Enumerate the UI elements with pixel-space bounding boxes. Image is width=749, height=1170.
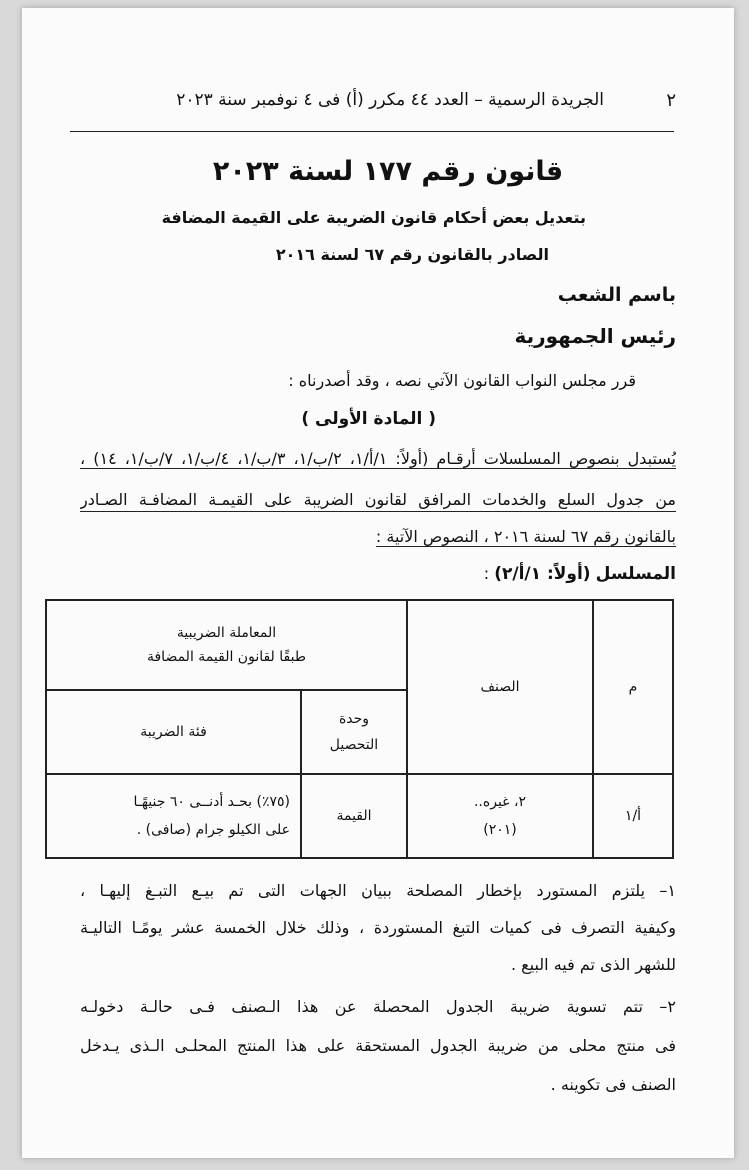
header-num: م xyxy=(593,600,673,774)
tax-table xyxy=(45,599,674,859)
header-rate: فئة الضريبة xyxy=(46,690,301,774)
law-title: قانون رقم ١٧٧ لسنة ٢٠٢٣ xyxy=(212,156,564,187)
gazette-header: الجريدة الرسمية – العدد ٤٤ مكرر (أ) فى ٤ نوفمبر سنة ٢٠٢٣ xyxy=(176,90,604,110)
note-1-line-1: ١– يلتزم المستورد بإخطار المصلحة ببيان الجهات التى تم بيـع التبـغ إليهـا ، xyxy=(80,881,676,900)
note-1-line-2: وكيفية التصرف فى كميات التبغ المستوردة ، وذلك خلال الخمسة عشر يومًـا التاليـة xyxy=(80,918,676,937)
row-rate-line2: على الكيلو جرام (صافى) . xyxy=(136,822,290,838)
row-unit: القيمة xyxy=(301,774,407,858)
law-subtitle-2: الصادر بالقانون رقم ٦٧ لسنة ٢٠١٦ xyxy=(275,245,549,264)
row-category-line1: ٢، غيره.. xyxy=(473,794,526,810)
header-unit xyxy=(301,690,407,774)
note-1-line-3: للشهر الذى تم فيه البيع . xyxy=(510,955,676,974)
series-heading xyxy=(484,564,676,584)
article-title: ( المادة الأولى ) xyxy=(301,409,436,429)
note-2-line-1: ٢– تتم تسوية ضريبة الجدول المحصلة عن هذا الـصنف فـى حالـة دخولـه xyxy=(80,997,676,1016)
article-line-1: يُستبدل بنصوص المسلسلات أرقـام (أولاً: ١/أ/١، ٢/ب/١، ٣/ب/١، ٤/ب/١، ٧/ب/١، ١٤) ، xyxy=(80,449,676,468)
president-heading: رئيس الجمهورية xyxy=(514,324,676,348)
header-unit-line1: وحدة xyxy=(338,711,370,727)
header-treatment-line2: طبقًا لقانون القيمة المضافة xyxy=(146,649,306,665)
row-num: أ/١ xyxy=(593,774,673,858)
header-treatment xyxy=(46,600,407,690)
series-value: (أولاً: ١/أ/٢) xyxy=(494,564,591,584)
law-subtitle-1: بتعديل بعض أحكام قانون الضريبة على القيمة المضافة xyxy=(161,208,586,227)
header-category: الصنف xyxy=(407,600,593,774)
row-rate xyxy=(46,774,301,858)
article-line-2: من جدول السلع والخدمات المرافق لقانون الضريبة على القيمـة المضافـة الصـادر xyxy=(80,489,676,512)
note-2-line-3: الصنف فى تكوينه . xyxy=(550,1075,676,1094)
header-treatment-line1: المعاملة الضريبية xyxy=(176,625,277,641)
note-2-line-2: فى منتج محلى من ضريبة الجدول المستحقة على هذا المنتج المحلـى الـذى يـدخل xyxy=(80,1036,676,1055)
header-divider xyxy=(70,131,674,132)
row-category-line2: (٢٠١) xyxy=(483,822,517,838)
preamble-text: قرر مجلس النواب القانون الآتي نصه ، وقد أصدرناه : xyxy=(288,371,636,390)
document-page xyxy=(22,8,734,1158)
table-row xyxy=(46,774,673,858)
row-rate-line1: (٧٥٪) بحـد أدنــى ٦٠ جنيهًـا xyxy=(133,794,290,810)
series-colon: : xyxy=(483,564,490,583)
article-line-3: بالقانون رقم ٦٧ لسنة ٢٠١٦ ، النصوص الآتية : xyxy=(375,527,676,546)
series-label: المسلسل xyxy=(595,564,676,584)
header-unit-line2: التحصيل xyxy=(329,737,379,753)
in-the-name-heading: باسم الشعب xyxy=(557,284,676,306)
page-number: ٢ xyxy=(666,90,676,111)
row-category xyxy=(407,774,593,858)
article-paragraph-line xyxy=(80,448,676,470)
article-paragraph-line xyxy=(80,526,676,548)
